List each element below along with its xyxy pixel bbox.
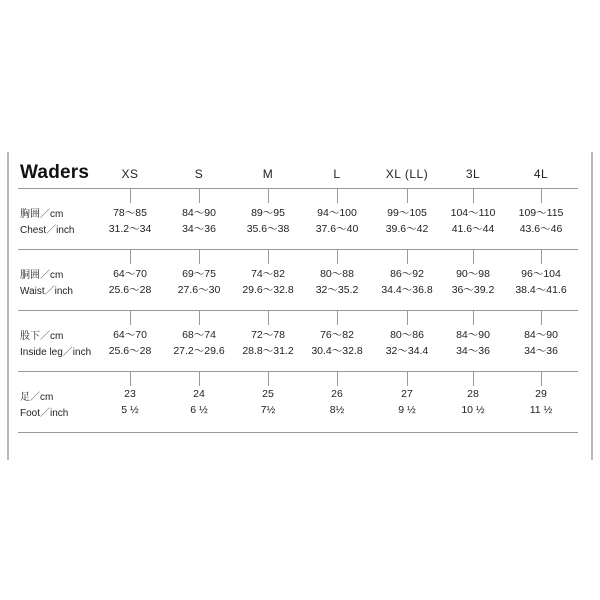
tick-line bbox=[199, 250, 200, 264]
left-frame-line bbox=[7, 152, 9, 460]
tick-line bbox=[337, 189, 338, 203]
size-chart bbox=[18, 162, 578, 433]
tick-line bbox=[199, 189, 200, 203]
cell-cm: 80〜88 bbox=[320, 268, 354, 280]
cell-cm: 84〜90 bbox=[182, 207, 216, 219]
tick-line bbox=[541, 250, 542, 264]
tick-line bbox=[473, 250, 474, 264]
size-xl: XL (LL) bbox=[385, 167, 429, 181]
cell-cm: 74〜82 bbox=[251, 268, 285, 280]
cell-cm: 96〜104 bbox=[521, 268, 561, 280]
cell-cm: 29 bbox=[535, 388, 547, 400]
cell-inch: 7½ bbox=[260, 404, 276, 416]
row-label-inch: Chest／inch bbox=[20, 225, 75, 236]
tick-line bbox=[541, 372, 542, 386]
row-label-cm: 胸囲／cm bbox=[20, 209, 64, 220]
cell-cm: 99〜105 bbox=[387, 207, 427, 219]
tick-line bbox=[199, 311, 200, 325]
cell-inch: 32〜34.4 bbox=[385, 345, 429, 357]
cell-cm: 86〜92 bbox=[390, 268, 424, 280]
cell-cm: 89〜95 bbox=[251, 207, 285, 219]
cell-cm: 80〜86 bbox=[390, 329, 424, 341]
tick-line bbox=[130, 372, 131, 386]
size-header-row bbox=[18, 162, 578, 188]
cell-cm: 64〜70 bbox=[113, 329, 147, 341]
size-l: L bbox=[333, 167, 341, 181]
tick-line bbox=[337, 372, 338, 386]
tick-line bbox=[407, 250, 408, 264]
cell-inch: 34.4〜36.8 bbox=[381, 284, 433, 296]
row-foot bbox=[18, 371, 578, 433]
cell-inch: 9 ½ bbox=[398, 404, 416, 416]
cell-cm: 24 bbox=[193, 388, 205, 400]
cell-inch: 35.6〜38 bbox=[246, 223, 290, 235]
cell-inch: 41.6〜44 bbox=[451, 223, 495, 235]
cell-inch: 32〜35.2 bbox=[315, 284, 359, 296]
cell-cm: 64〜70 bbox=[113, 268, 147, 280]
row-label-cm: 胴囲／cm bbox=[20, 270, 64, 281]
cell-cm: 27 bbox=[401, 388, 413, 400]
size-4l: 4L bbox=[533, 167, 549, 181]
row-waist bbox=[18, 249, 578, 310]
cell-cm: 72〜78 bbox=[251, 329, 285, 341]
cell-inch: 34〜36 bbox=[456, 345, 490, 357]
tick-line bbox=[473, 311, 474, 325]
cell-inch: 8½ bbox=[329, 404, 345, 416]
tick-line bbox=[268, 372, 269, 386]
cell-cm: 84〜90 bbox=[456, 329, 490, 341]
cell-inch: 27.6〜30 bbox=[177, 284, 221, 296]
tick-line bbox=[268, 250, 269, 264]
tick-line bbox=[337, 311, 338, 325]
cell-inch: 28.8〜31.2 bbox=[242, 345, 294, 357]
cell-inch: 25.6〜28 bbox=[108, 345, 152, 357]
cell-inch: 25.6〜28 bbox=[108, 284, 152, 296]
cell-cm: 90〜98 bbox=[456, 268, 490, 280]
cell-cm: 109〜115 bbox=[518, 207, 564, 219]
cell-cm: 25 bbox=[262, 388, 274, 400]
cell-inch: 11 ½ bbox=[529, 404, 553, 416]
cell-cm: 78〜85 bbox=[113, 207, 147, 219]
cell-cm: 76〜82 bbox=[320, 329, 354, 341]
row-label-inch: Inside leg／inch bbox=[20, 347, 92, 358]
tick-line bbox=[130, 189, 131, 203]
cell-cm: 26 bbox=[331, 388, 343, 400]
cell-inch: 43.6〜46 bbox=[519, 223, 563, 235]
cell-inch: 10 ½ bbox=[461, 404, 485, 416]
tick-line bbox=[407, 189, 408, 203]
cell-inch: 37.6〜40 bbox=[315, 223, 359, 235]
size-3l: 3L bbox=[465, 167, 481, 181]
row-label-cm: 股下／cm bbox=[20, 331, 64, 342]
cell-cm: 84〜90 bbox=[524, 329, 558, 341]
cell-cm: 28 bbox=[467, 388, 479, 400]
row-chest bbox=[18, 188, 578, 249]
tick-line bbox=[337, 250, 338, 264]
cell-inch: 6 ½ bbox=[190, 404, 208, 416]
cell-cm: 104〜110 bbox=[450, 207, 496, 219]
cell-inch: 30.4〜32.8 bbox=[311, 345, 363, 357]
cell-inch: 38.4〜41.6 bbox=[515, 284, 567, 296]
cell-cm: 23 bbox=[124, 388, 136, 400]
tick-line bbox=[130, 250, 131, 264]
size-s: S bbox=[194, 167, 204, 181]
cell-inch: 5 ½ bbox=[121, 404, 139, 416]
row-label-inch: Waist／inch bbox=[20, 286, 73, 297]
row-inside-leg bbox=[18, 310, 578, 371]
cell-cm: 94〜100 bbox=[317, 207, 357, 219]
cell-inch: 31.2〜34 bbox=[108, 223, 152, 235]
cell-inch: 36〜39.2 bbox=[451, 284, 495, 296]
cell-inch: 29.6〜32.8 bbox=[242, 284, 294, 296]
tick-line bbox=[199, 372, 200, 386]
tick-line bbox=[268, 189, 269, 203]
tick-line bbox=[473, 372, 474, 386]
chart-title: Waders bbox=[20, 162, 90, 183]
tick-line bbox=[473, 189, 474, 203]
size-m: M bbox=[262, 167, 274, 181]
tick-line bbox=[407, 311, 408, 325]
cell-inch: 39.6〜42 bbox=[385, 223, 429, 235]
tick-line bbox=[130, 311, 131, 325]
cell-cm: 69〜75 bbox=[182, 268, 216, 280]
cell-inch: 34〜36 bbox=[182, 223, 216, 235]
tick-line bbox=[407, 372, 408, 386]
row-label-cm: 足／cm bbox=[20, 392, 54, 403]
right-frame-line bbox=[591, 152, 593, 460]
tick-line bbox=[541, 189, 542, 203]
cell-cm: 68〜74 bbox=[182, 329, 216, 341]
tick-line bbox=[541, 311, 542, 325]
tick-line bbox=[268, 311, 269, 325]
row-label-inch: Foot／inch bbox=[20, 408, 69, 419]
cell-inch: 27.2〜29.6 bbox=[173, 345, 225, 357]
cell-inch: 34〜36 bbox=[524, 345, 558, 357]
size-xs: XS bbox=[121, 167, 139, 181]
